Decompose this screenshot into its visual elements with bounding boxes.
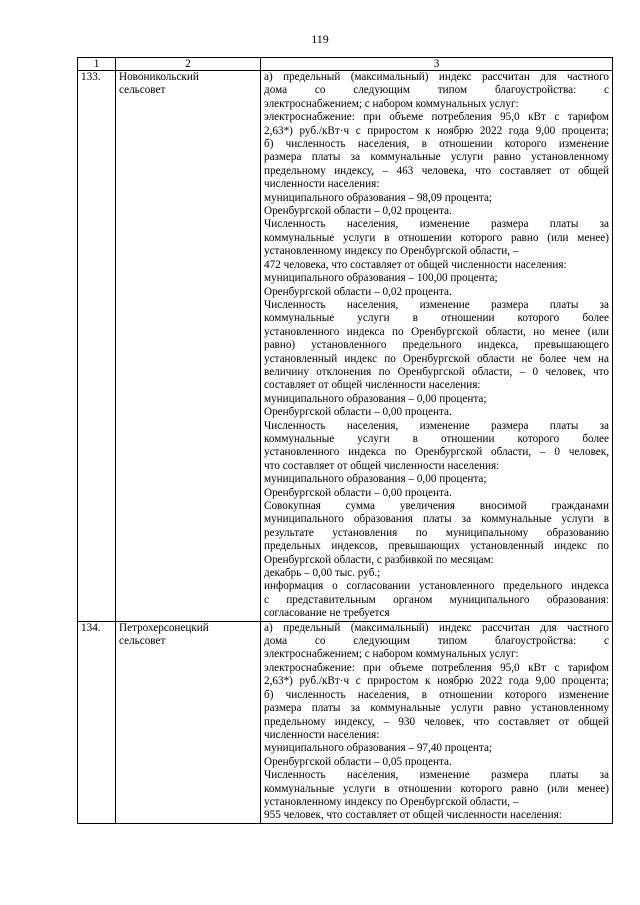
header-cell-3: 3 — [261, 58, 613, 71]
description-line: муниципального образования – 0,00 процента; — [264, 392, 487, 405]
table-row — [78, 71, 613, 622]
description-line: величину отклонения по Оренбургской области, – 0 человек, что — [264, 365, 609, 378]
description-line: составляет от общей численности населения: — [264, 379, 481, 392]
header-cell-1: 1 — [78, 58, 116, 71]
row-number: 133. — [78, 71, 116, 622]
description-line: предельному индексу, – 463 человека, что составляет от общей — [264, 164, 609, 177]
description-line: муниципального образования платы за коммунальные услуги в — [264, 513, 609, 526]
description-line: Оренбургской области – 0,00 процента. — [264, 486, 452, 499]
description-line: б) численность населения, в отношении которого изменение — [264, 138, 609, 151]
description-line: Численность населения, изменение размера платы за — [264, 298, 609, 311]
description-line: 472 человека, что составляет от общей численности населения: — [264, 258, 567, 271]
description-line: размера платы за коммунальные услуги равно установленному — [264, 702, 609, 715]
description-line: коммунальные услуги в отношении которого более — [264, 312, 609, 325]
row-number: 134. — [78, 621, 116, 823]
description-line: с представительным органом муниципального образования: — [264, 593, 609, 606]
description-line: предельному индексу, – 930 человек, что составляет от общей — [264, 715, 609, 728]
description-line: Численность населения, изменение размера платы за — [264, 419, 609, 432]
description-line: Совокупная сумма увеличения вносимой гражданами — [264, 500, 609, 512]
description-line: установленного индекса по Оренбургской области, но менее (или — [264, 325, 609, 338]
description-line: 955 человек, что составляет от общей численности населения: — [264, 809, 562, 822]
index-description — [261, 71, 613, 622]
municipality-name — [116, 71, 261, 622]
description-line: информация о согласовании установленного предельного индекса — [264, 580, 609, 593]
description-line: электроснабжение: при объеме потребления 95,0 кВт с тарифом — [264, 661, 609, 674]
description-line: предельных индексов, превышающих установленный индекс по — [264, 540, 609, 553]
municipality-name — [116, 621, 261, 823]
description-line: установленного индекса по Оренбургской области, – 0 человек, — [264, 446, 609, 459]
description-line: коммунальные услуги в отношении которого равно (или менее) — [264, 782, 609, 795]
description-line: муниципального образования – 97,40 процента; — [264, 742, 493, 755]
description-line: Оренбургской области – 0,05 процента. — [264, 755, 452, 768]
description-line: муниципального образования – 98,09 процента; — [264, 191, 493, 204]
page-number: 119 — [311, 32, 329, 46]
description-line: Численность населения, изменение размера платы за — [264, 769, 609, 782]
table-row — [78, 621, 613, 823]
municipality-name-line: Новоникольский — [119, 71, 199, 83]
description-line: коммунальные услуги в отношении которого равно (или менее) — [264, 231, 609, 244]
description-line: установленному индексу по Оренбургской области, – — [264, 245, 519, 258]
municipality-name-line: сельсовет — [119, 84, 166, 97]
description-line: численности населения: — [264, 728, 380, 741]
municipality-name-line: Петрохерсонецкий — [119, 621, 209, 634]
description-line: равно) установленного предельного индекса, превышающего — [264, 339, 609, 352]
description-line: Численность населения, изменение размера платы за — [264, 218, 609, 231]
description-line: дома со следующим типом благоустройства: с — [264, 84, 609, 97]
description-line: установленному индексу по Оренбургской области, – — [264, 795, 519, 808]
description-line: электроснабжением; с набором коммунальных услуг: — [264, 648, 519, 661]
description-line: установленный индекс по Оренбургской области не более чем на — [264, 352, 609, 365]
description-line: что составляет от общей численности населения: — [264, 459, 500, 472]
header-row — [78, 58, 613, 71]
description-line: б) численность населения, в отношении которого изменение — [264, 688, 609, 701]
description-line: а) предельный (максимальный) индекс рассчитан для частного — [264, 71, 609, 83]
table-body — [78, 58, 613, 824]
description-line: Оренбургской области – 0,00 процента. — [264, 406, 452, 419]
description-line: дома со следующим типом благоустройства: с — [264, 635, 609, 648]
description-line: коммунальные услуги в отношении которого более — [264, 432, 609, 445]
data-table — [77, 57, 613, 824]
description-line: размера платы за коммунальные услуги равно установленному — [264, 151, 609, 164]
header-cell-2: 2 — [116, 58, 261, 71]
municipality-name-line: сельсовет — [119, 635, 166, 648]
description-line: муниципального образования – 0,00 процента; — [264, 473, 487, 486]
description-line: электроснабжением; с набором коммунальных услуг: — [264, 97, 519, 110]
description-line: электроснабжение: при объеме потребления 95,0 кВт с тарифом — [264, 111, 609, 124]
description-line: результате установления по муниципальному образованию — [264, 526, 609, 539]
description-line: Оренбургской области, с разбивкой по месяцам: — [264, 553, 494, 566]
description-line: Оренбургской области – 0,02 процента. — [264, 285, 452, 298]
description-line: 2,63*) руб./кВт·ч с приростом к ноябрю 2022 года 9,00 процента; — [264, 124, 609, 137]
description-line: муниципального образования – 100,00 процента; — [264, 272, 498, 285]
index-description — [261, 621, 613, 823]
description-line: согласование не требуется — [264, 607, 390, 620]
description-line: а) предельный (максимальный) индекс рассчитан для частного — [264, 621, 609, 634]
description-line: декабрь – 0,00 тыс. руб.; — [264, 567, 381, 580]
description-line: численности населения: — [264, 178, 380, 191]
description-line: Оренбургской области – 0,02 процента. — [264, 205, 452, 218]
description-line: 2,63*) руб./кВт·ч с приростом к ноябрю 2022 года 9,00 процента; — [264, 675, 609, 688]
